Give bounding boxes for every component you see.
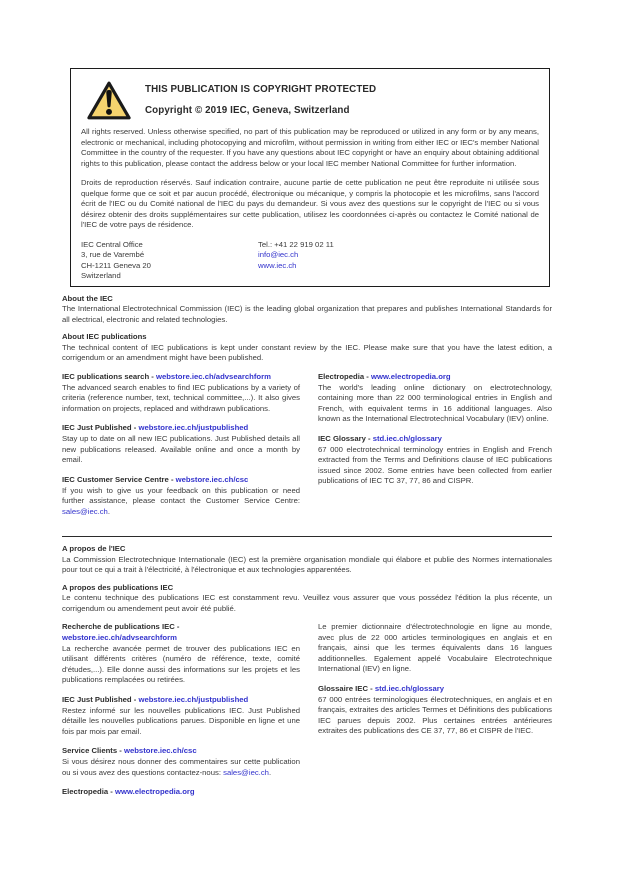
- about-iec-heading-en: About the IEC: [62, 293, 113, 303]
- columns-fr: [62, 622, 552, 807]
- copyright-box-header: [86, 80, 539, 121]
- block-body: Stay up to date on all new IEC publications. Just Published details all new publications released. Available online and once a month by email.: [62, 434, 300, 464]
- column-right-en: [318, 372, 552, 527]
- about-publications-body-fr: Le contenu technique des publications IEC est constamment revu. Veuillez vous assurer que vous possédez l'édition la plus récente, un corrigendum ou amendement peut avoir été publié.: [62, 593, 552, 613]
- about-publications-heading-fr: A propos des publications IEC: [62, 582, 174, 592]
- block-heading: [62, 695, 300, 706]
- section-divider: [62, 536, 552, 537]
- copyright-box-titles: [145, 84, 376, 117]
- website-link[interactable]: www.iec.ch: [258, 260, 297, 270]
- block-heading-text: IEC Glossary -: [318, 433, 373, 443]
- address-line: IEC Central Office: [81, 239, 143, 249]
- glossary-link[interactable]: std.iec.ch/glossary: [374, 683, 445, 693]
- block-heading-text: IEC publications search -: [62, 371, 156, 381]
- address-line: Switzerland: [81, 271, 121, 280]
- justpublished-link[interactable]: webstore.iec.ch/justpublished: [138, 423, 249, 432]
- block-heading-text: Recherche de publications IEC -: [62, 622, 180, 631]
- warning-triangle-icon: [86, 80, 132, 121]
- block-heading: [62, 372, 300, 383]
- about-iec-body-fr: La Commission Electrotechnique Internationale (IEC) est la première organisation mondiale qui élabore et publie des Normes internationales pour tout ce qui a trait à l'électricité, à l'électronique et aux technologies apparentées.: [62, 554, 552, 574]
- about-iec-body-en: The International Electrotechnical Commission (IEC) is the leading global organization that prepares and publishes International Standards for all electrical, electronic and related technologies.: [62, 304, 552, 324]
- block-just-published-fr: [62, 695, 300, 738]
- block-heading-text: Service Clients -: [62, 746, 124, 755]
- block-body: 67 000 electrotechnical terminology entries in English and French extracted from the Terms and Definitions clause of IEC publications issued since 2002. Some entries have been collected from earlier publications of IEC TC 37, 77, 86 and CISPR.: [318, 444, 552, 485]
- column-right-fr: [318, 622, 552, 807]
- copyright-subtitle: Copyright © 2019 IEC, Geneva, Switzerland: [145, 105, 350, 116]
- block-heading: [62, 423, 300, 434]
- sales-email-link[interactable]: sales@iec.ch: [223, 767, 269, 777]
- advsearchform-link[interactable]: webstore.iec.ch/advsearchform: [62, 632, 177, 642]
- block-glossary-en: [318, 434, 552, 487]
- columns-en: [62, 372, 552, 527]
- block-electropedia-heading-fr: [62, 787, 300, 798]
- about-publications-heading-en: About IEC publications: [62, 332, 147, 341]
- address-line: CH-1211 Geneva 20: [81, 260, 151, 270]
- block-body: Restez informé sur les nouvelles publications IEC. Just Published détaille les nouvelles publications parues. Disponible en ligne et une fois par mois par email.: [62, 705, 300, 736]
- block-heading-text: IEC Customer Service Centre -: [62, 474, 176, 484]
- block-heading: [62, 622, 300, 643]
- block-glossaire-fr: [318, 684, 552, 737]
- contact-row: [81, 240, 539, 282]
- iec-contact-block: [258, 240, 334, 282]
- block-body: [62, 757, 300, 778]
- copyright-box: [70, 68, 550, 287]
- about-section-fr: [62, 544, 552, 807]
- block-heading-text: IEC Just Published -: [62, 423, 139, 432]
- block-heading: [62, 746, 300, 757]
- block-body-text: Si vous désirez nous donner des commentaires sur cette publication ou si vous avez des questions contactez-nous:: [62, 757, 300, 777]
- block-body: La recherche avancée permet de trouver des publications IEC en utilisant différents critères (numéro de référence, texte, comité d'études,...). Elle donne aussi des informations sur les projets et les publications remplacées ou retirées.: [62, 643, 300, 684]
- about-section-en: [62, 294, 552, 527]
- block-heading-text: IEC Just Published -: [62, 694, 139, 704]
- block-body: The advanced search enables to find IEC publications by a variety of criteria (reference number, text, technical committee,...). It also gives information on projects, replaced and withdrawn publications.: [62, 382, 300, 413]
- block-heading: [62, 475, 300, 486]
- block-electropedia-en: [318, 372, 552, 425]
- block-body: 67 000 entrées terminologiques électrotechniques, en anglais et en français, extraites des articles Termes et Définitions des publications IEC parues depuis 2002. Plus certaines entrées antérieures extraites des publications des CE 37, 77, 86 et CISPR de l'IEC.: [318, 694, 552, 735]
- block-heading: [62, 787, 300, 798]
- phone-number: Tel.: +41 22 919 02 11: [258, 239, 334, 249]
- block-customer-service-en: [62, 475, 300, 518]
- sales-email-link[interactable]: sales@iec.ch: [62, 506, 108, 516]
- block-body: The world's leading online dictionary on electrotechnology, containing more than 22 000 terminological entries in English and French, with equivalent terms in 16 additional languages. Also known as the International Electrotechnical Vocabulary (IEV) online.: [318, 382, 552, 423]
- block-heading-text: Glossaire IEC -: [318, 683, 375, 693]
- csc-link[interactable]: webstore.iec.ch/csc: [123, 746, 197, 755]
- block-body-text: If you wish to give us your feedback on this publication or need further assistance, please contact the Customer Service Centre:: [62, 485, 300, 505]
- block-just-published-en: [62, 423, 300, 466]
- justpublished-link[interactable]: webstore.iec.ch/justpublished: [138, 694, 249, 704]
- about-iec-heading-fr: A propos de l'IEC: [62, 544, 126, 553]
- block-body: [62, 486, 300, 518]
- block-electropedia-body-fr: [318, 622, 552, 675]
- block-heading-text: Electropedia -: [62, 787, 115, 796]
- block-body: Le premier dictionnaire d'électrotechnologie en ligne au monde, avec plus de 22 000 articles terminologiques en anglais et en français, ainsi que les termes équivalents dans 16 langues additionnelles. Egalement appelé Vocabulaire Electrotechnique International (IEV) en ligne.: [318, 622, 552, 673]
- block-heading: [318, 434, 552, 445]
- block-service-clients-fr: [62, 746, 300, 778]
- electropedia-link[interactable]: www.electropedia.org: [370, 371, 451, 381]
- block-body-end: .: [268, 767, 272, 777]
- block-recherche-fr: [62, 622, 300, 686]
- electropedia-link[interactable]: www.electropedia.org: [114, 787, 195, 796]
- block-heading: [318, 372, 552, 383]
- copyright-notice-fr: Droits de reproduction réservés. Sauf indication contraire, aucune partie de cette publication ne peut être reproduite ni utilisée sous quelque forme que ce soit et par aucun procédé, électronique ou mécanique, y compris la photocopie et les microfilms, sans l'accord écrit de l'IEC ou du Comité national de l'IEC du pays du demandeur. Si vous avez des questions sur le copyright de l'IEC ou si vous désirez obtenir des droits supplémentaires sur cette publication, utilisez les coordonnées ci-après ou contactez le Comité national de l'IEC de votre pays de résidence.: [81, 178, 539, 229]
- email-link[interactable]: info@iec.ch: [258, 250, 299, 259]
- glossary-link[interactable]: std.iec.ch/glossary: [372, 433, 442, 443]
- block-heading-text: Electropedia -: [318, 371, 371, 381]
- block-body-end: .: [107, 506, 110, 516]
- iec-address-block: [81, 240, 258, 282]
- address-line: 3, rue de Varembé: [81, 250, 145, 259]
- column-left-en: [62, 372, 300, 527]
- advsearchform-link[interactable]: webstore.iec.ch/advsearchform: [155, 371, 271, 381]
- copyright-notice-en: All rights reserved. Unless otherwise specified, no part of this publication may be reproduced or utilized in any form or by any means, electronic or mechanical, including photocopying and microfilm, without permission in writing from either IEC or IEC's member National Committee in the country of the requester. If you have any questions about IEC copyright or have an enquiry about obtaining additional rights to this publication, please contact the address below or your local IEC member National Committee for further information.: [81, 127, 539, 168]
- block-publications-search-en: [62, 372, 300, 415]
- block-heading: [318, 684, 552, 695]
- csc-link[interactable]: webstore.iec.ch/csc: [175, 474, 249, 484]
- column-left-fr: [62, 622, 300, 807]
- copyright-title: THIS PUBLICATION IS COPYRIGHT PROTECTED: [145, 84, 377, 95]
- about-publications-body-en: The technical content of IEC publications is kept under constant review by the IEC. Please make sure that you have the latest edition, a corrigendum or an amendment might have been published.: [62, 342, 552, 362]
